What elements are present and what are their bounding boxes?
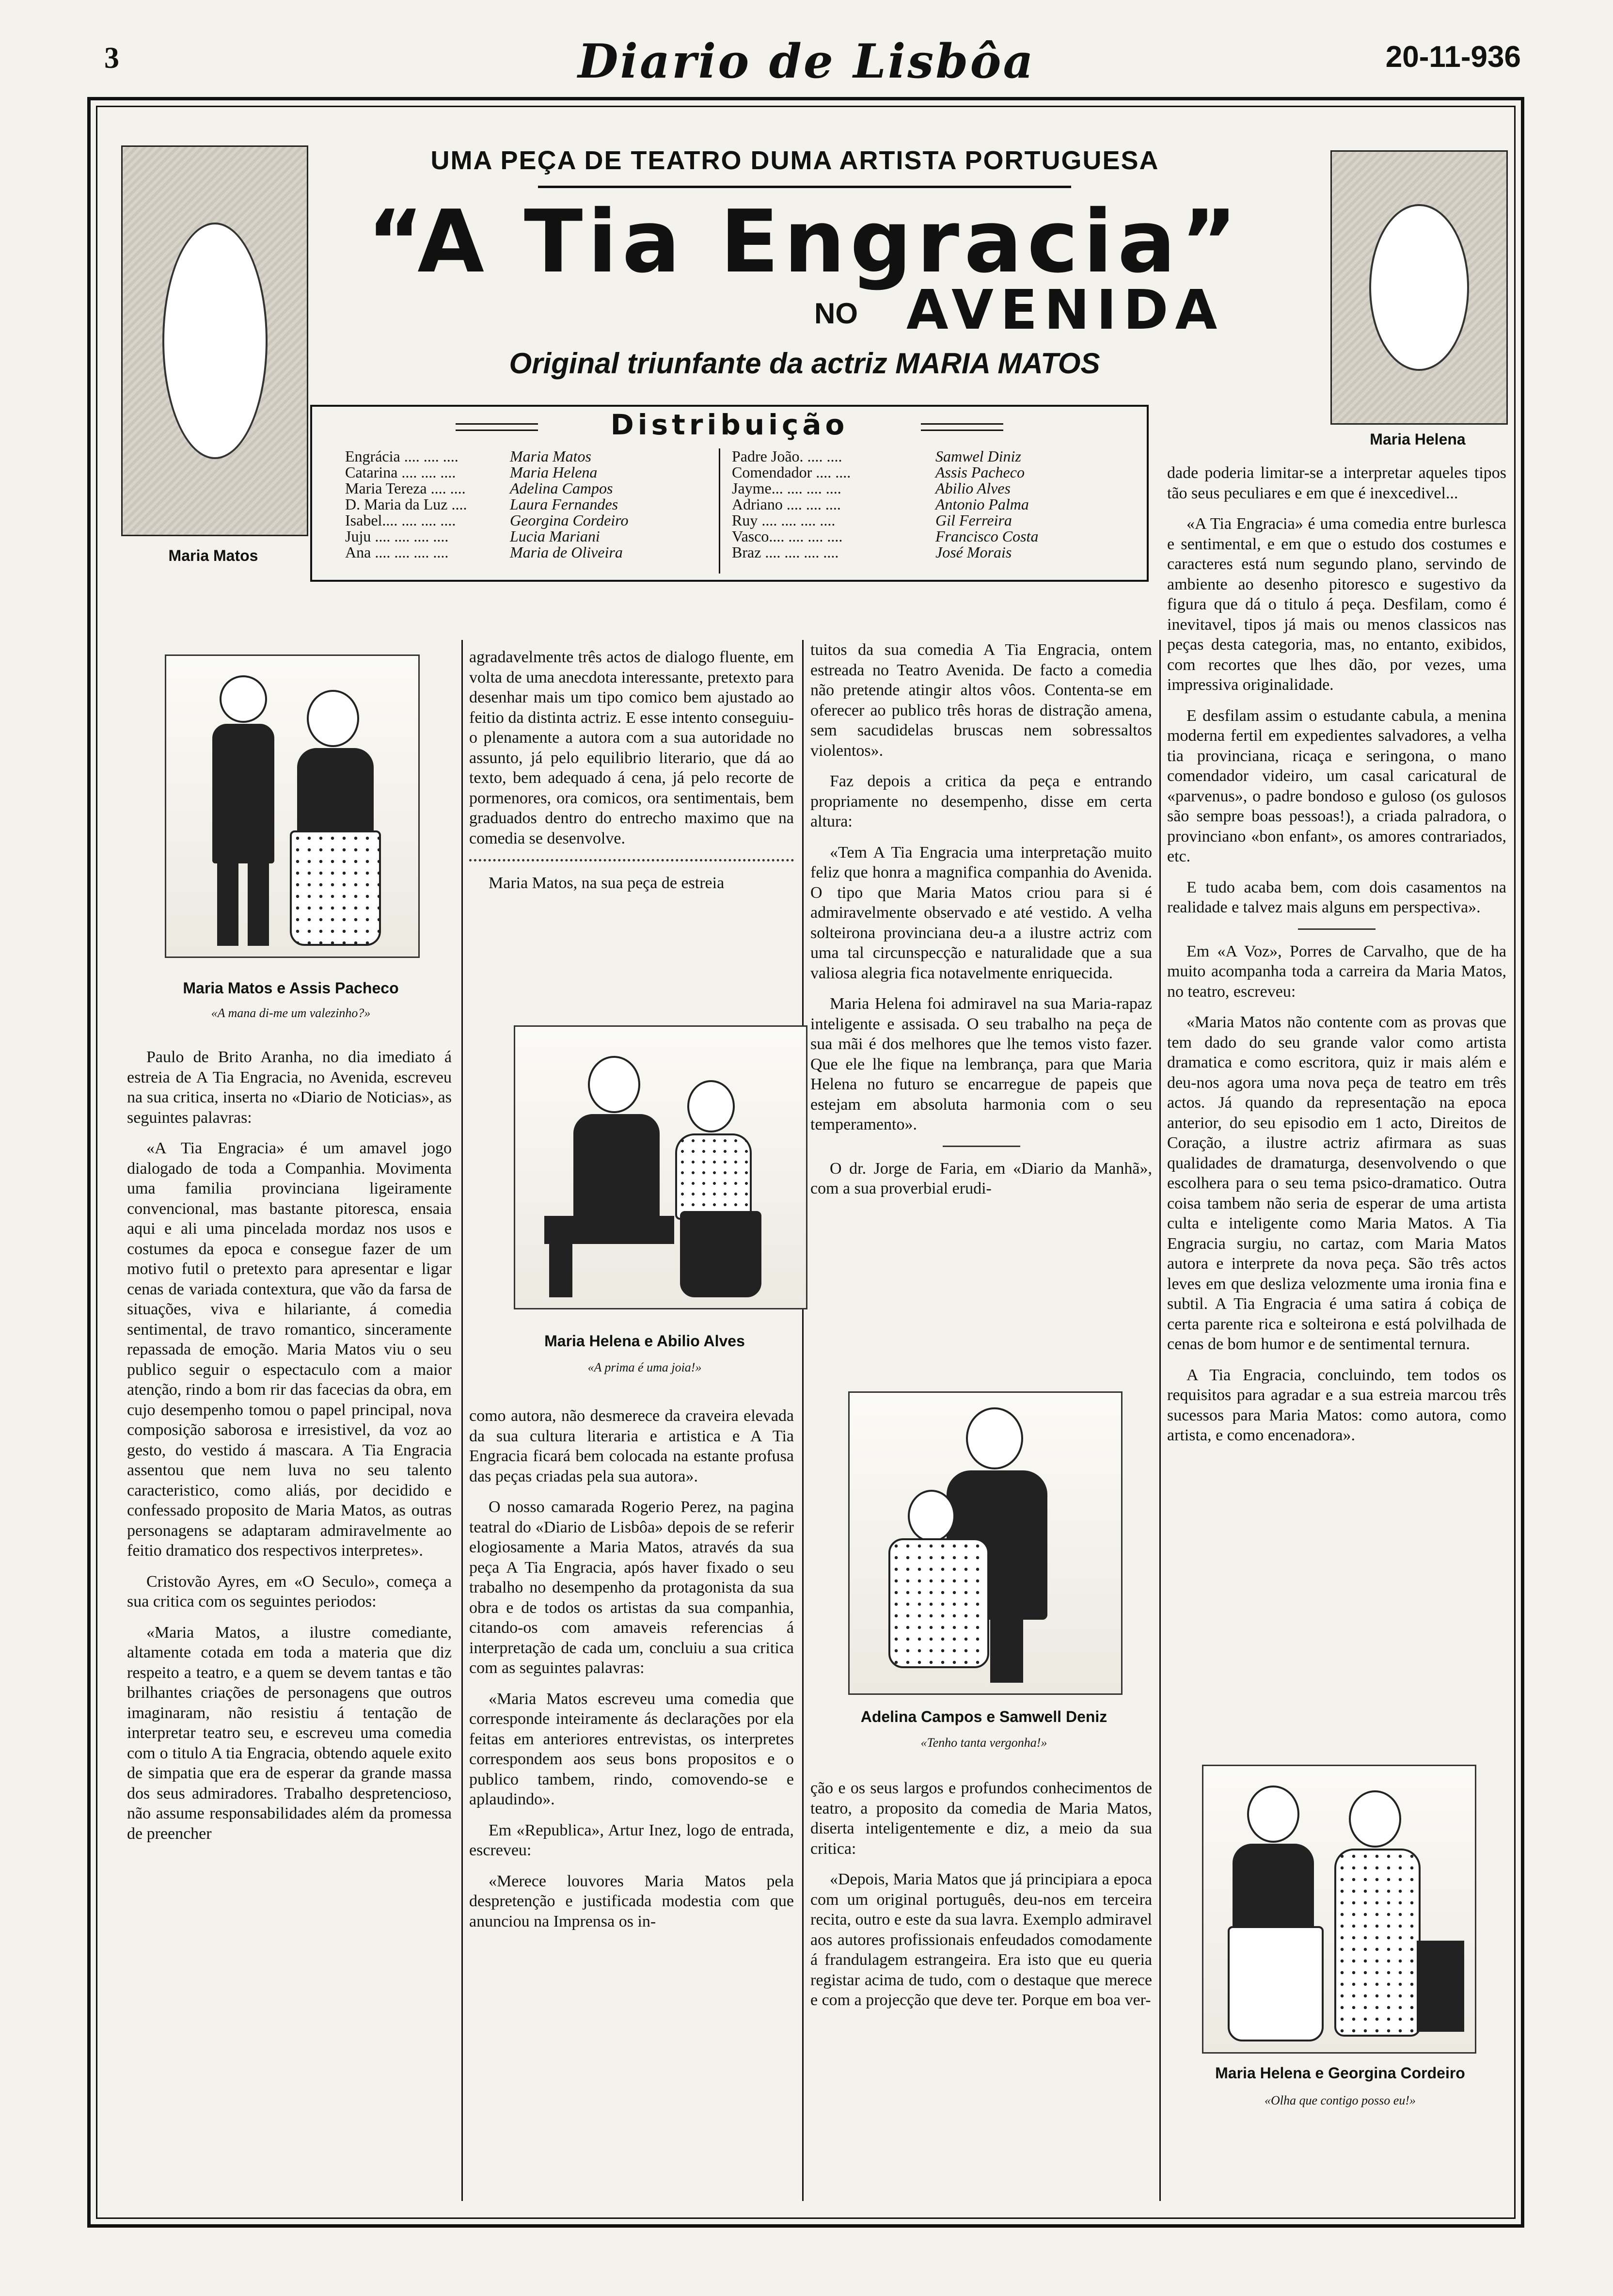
article-paragraph: E desfilam assim o estudante cabula, a menina moderna fertil em expedientes salvadores, a velha tia provinciana, ricaça e seringona, o mano comendador videiro, um casal caricatural de «parvenus», o padre bondoso e guloso (os gulosos são sempre boas pessoas!), a criada palradora, o provinciano «bon enfant», os amores contrariados, etc.: [1167, 706, 1506, 865]
article-column-3-bottom: [810, 1778, 1152, 2021]
article-column-3-top: [810, 640, 1152, 1210]
cast-actor: Samwel Diniz: [935, 447, 1021, 465]
cast-role: Comendador .... ....: [732, 463, 851, 481]
article-paragraph: tuitos da sua comedia A Tia Engracia, ontem estreada no Teatro Avenida. De facto a comedia não pretende atingir altos vôos. Contenta-se em oferecer ao publico três horas de distração amena, sem sacudidelas bruscas nem sobressaltos violentos».: [810, 641, 1152, 760]
cast-role: D. Maria da Luz ....: [345, 495, 467, 513]
cast-row: [345, 496, 628, 512]
cast-role: Juju .... .... .... ....: [345, 527, 449, 545]
article-column-2-top: [469, 647, 794, 904]
section-separator: [1298, 928, 1376, 930]
cast-row: [345, 544, 628, 560]
issue-date: 20-11-936: [1385, 40, 1521, 74]
article-paragraph: O nosso camarada Rogerio Perez, na pagina teatral do «Diario de Lisbôa» depois de se referir elogiosamente a Maria Matos, através da sua peça A Tia Engracia, após haver fixado o seu trabalho no desempenho da protagonista da sua obra e de todos os artistas da sua companhia, citando-os com amaveis referencias á interpretação de cada um, concluiu a sua critica com as seguintes palavras:: [469, 1498, 794, 1677]
article-paragraph: «Merece louvores Maria Matos pela despretenção e justificada modestia com que anunciou na Imprensa os in-: [469, 1872, 794, 1930]
cast-column-divider: [719, 448, 720, 574]
cartoon-quote-3: «Tenho tanta vergonha!»: [920, 1736, 1047, 1750]
subheading: Original triunfante da actriz MARIA MATOS: [509, 347, 1100, 380]
section-separator: [943, 1146, 1020, 1147]
article-paragraph: Faz depois a critica da peça e entrando propriamente no desempenho, disse em certa altura:: [810, 772, 1152, 830]
article-paragraph: Cristovão Ayres, em «O Seculo», começa a sua critica com os seguintes periodos:: [127, 1572, 452, 1610]
cast-actor: Abilio Alves: [935, 479, 1011, 497]
cast-list-left: [345, 448, 628, 560]
cast-title-rule-left: [456, 423, 538, 431]
article-paragraph: «Tem A Tia Engracia uma interpretação muito feliz que honra a magnifica companhia do Avenida. O tipo que Maria Matos criou para si é admiravelmente observado e até vestido. A velha solteirona provinciana deu-a a ilustre actriz com uma tal circunspecção e naturalidade que a sua valiosa alegria fica notavelmente enriquecida.: [810, 843, 1152, 982]
cast-actor: José Morais: [935, 543, 1012, 561]
cast-role: Adriano .... .... ....: [732, 495, 841, 513]
cast-actor: Antonio Palma: [935, 495, 1029, 513]
article-column-1: [127, 1047, 452, 1854]
cast-row: [732, 464, 1038, 480]
kicker-rule: [538, 186, 1071, 188]
cast-row: [345, 512, 628, 528]
portrait-caption-left: Maria Matos: [168, 547, 258, 564]
cast-row: [732, 480, 1038, 496]
cast-actor: Gil Ferreira: [935, 511, 1012, 529]
article-paragraph: «Depois, Maria Matos que já principiara a epoca com um original português, deu-nos em terceira recita, outro e este da sua lavra. Exemplo admiravel aos autores profissionais enfeudados comodamente á frandulagem estrangeira. Era isto que eu queria registar acima de tudo, com o destaque que merece e com a projecção que deve ter. Porque em boa ver-: [810, 1870, 1152, 2009]
article-column-4: [1167, 463, 1506, 1456]
cartoon-caption-3: Adelina Campos e Samwell Deniz: [860, 1708, 1107, 1725]
cartoon-caption-4: Maria Helena e Georgina Cordeiro: [1215, 2064, 1465, 2082]
cartoon-quote-4: «Olha que contigo posso eu!»: [1265, 2093, 1416, 2107]
article-paragraph: «Maria Matos escreveu uma comedia que corresponde inteiramente ás declarações por ela feitas em anteriores entrevistas, os interpretes correspondem aos seus bons propositos e o publico tambem, rindo, comovendo-se e aplaudindo».: [469, 1690, 794, 1808]
article-paragraph: A Tia Engracia, concluindo, tem todos os requisitos para agradar e a sua estreia marcou três sucessos para Maria Matos: como autora, como artista, e como encenadora».: [1167, 1366, 1506, 1444]
cast-row: [345, 480, 628, 496]
section-separator: [469, 859, 794, 861]
cast-role: Ana .... .... .... ....: [345, 543, 449, 561]
headline-at-word: NO: [814, 297, 858, 330]
article-paragraph: «A Tia Engracia» é uma comedia entre burlesca e sentimental, e em que o estudo dos costumes e caracteres está num segundo plano, servindo de ambiente ao desenho pitoresco e sugestivo da figura que dá o titulo á peça. Desfilam, como é inevitavel, tipos já mais ou menos classicos nas peças desta categoria, mas, no entanto, exibidos, com recortes que lhes dão, por vezes, uma impressiva originalidade.: [1167, 515, 1506, 694]
article-paragraph: Maria Matos, na sua peça de estreia: [489, 874, 725, 892]
article-paragraph: ção e os seus largos e profundos conhecimentos de teatro, a proposito da comedia de Maria Matos, diserta inteligentemente e diz, a meio da sua critica:: [810, 1779, 1152, 1858]
article-paragraph: Em «Republica», Artur Inez, logo de entrada, escreveu:: [469, 1821, 794, 1859]
cast-row: [345, 528, 628, 544]
cartoon-illustration-1: [165, 654, 420, 958]
cast-role: Catarina .... .... ....: [345, 463, 456, 481]
cast-role: Padre João. .... ....: [732, 447, 842, 465]
cast-title: Distribuição: [610, 408, 849, 441]
cartoon-illustration-4: [1202, 1765, 1476, 2054]
cast-role: Vasco.... .... .... ....: [732, 527, 843, 545]
page-number: 3: [104, 42, 119, 75]
newspaper-title: Diario de Lisbôa: [578, 34, 1035, 89]
article-paragraph: dade poderia limitar-se a interpretar aqueles tipos tão seus peculiares e em que é inexcedivel...: [1167, 464, 1506, 502]
cast-actor: Laura Fernandes: [510, 495, 618, 513]
cast-list-right: [732, 448, 1038, 560]
article-paragraph: «A Tia Engracia» é um amavel jogo dialogado de toda a Companhia. Movimenta uma familia provinciana ligeiramente convencional, mas bastante pitoresca, ensaia aqui e ali uma pincelada mordaz nos usos e costumes da epoca e consegue fazer de um motivo futil o pretexto para apresentar e ligar cenas de variada contextura, que vão da farsa de situações, viva e hilariante, á comedia sentimental, de travo romantico, sinceramente repassada de emoção. Maria Matos viu o seu publico seguir o espectaculo com a maior atenção, rindo a bom rir das facecias da obra, em cujo desempenho tomou o papel principal, nova composição saborosa e irresistivel, da voz ao gesto, do vestido á mascara. A Tia Engracia assentou que nem luva no seu talento caracteristico, como aliás, por decidido e confessado proposito de Maria Matos, as outras personagens se adaptaram admiravelmente ao feitio dramatico dos respectivos interpretes».: [127, 1139, 452, 1560]
cartoon-caption-1: Maria Matos e Assis Pacheco: [183, 979, 399, 997]
cast-actor: Maria Matos: [510, 447, 591, 465]
cast-row: [732, 528, 1038, 544]
cast-row: [345, 464, 628, 480]
article-paragraph: E tudo acaba bem, com dois casamentos na realidade e talvez mais alguns em perspectiva».: [1167, 878, 1506, 916]
cast-row: [345, 448, 628, 464]
cast-actor: Maria Helena: [510, 463, 598, 481]
cast-role: Ruy .... .... .... ....: [732, 511, 836, 529]
article-paragraph: agradavelmente três actos de dialogo fluente, em volta de uma anecdota interessante, pretexto para desenhar mais um tipo comico bem ajustado ao feitio da distinta actriz. E esse intento conseguiu-o plenamente a autora com a sua autoridade no assunto, já pelo equilibrio literario, que dá ao texto, bem adequado á cena, já pelo recorte de pormenores, ora comicos, ora sentimentais, bem graduados dentro do entrecho maximo que na comedia se desenvolve.: [469, 648, 794, 847]
cast-actor: Maria de Oliveira: [510, 543, 623, 561]
cartoon-illustration-2: [514, 1025, 807, 1309]
cast-role: Engrácia .... .... ....: [345, 447, 459, 465]
column-rule: [1159, 640, 1161, 2201]
cast-role: Braz .... .... .... ....: [732, 543, 839, 561]
cast-actor: Lucia Mariani: [510, 527, 600, 545]
headline-venue: AVENIDA: [906, 279, 1224, 342]
portrait-caption-right: Maria Helena: [1370, 430, 1466, 448]
portrait-photo-right: [1330, 150, 1508, 425]
cast-actor: Assis Pacheco: [935, 463, 1025, 481]
cast-row: [732, 496, 1038, 512]
cast-role: Isabel.... .... .... ....: [345, 511, 456, 529]
cast-row: [732, 544, 1038, 560]
cartoon-quote-1: «A mana di-me um valezinho?»: [211, 1006, 371, 1020]
kicker-heading: UMA PEÇA DE TEATRO DUMA ARTISTA PORTUGUESA: [430, 146, 1159, 175]
article-paragraph: Paulo de Brito Aranha, no dia imediato á estreia de A Tia Engracia, no Avenida, escreveu na sua critica, inserta no «Diario de Noticias», as seguintes palavras:: [127, 1048, 452, 1127]
cast-role: Jayme... .... .... ....: [732, 479, 841, 497]
cast-role: Maria Tereza .... ....: [345, 479, 466, 497]
article-paragraph: «Maria Matos não contente com as provas que tem dado do seu grande valor como artista dramatica e como escritora, quiz ir mais além e deu-nos agora uma nova peça de teatro em três actos. Já quando da representação na epoca anterior, do seu episodio em 1 acto, Direitos de Coração, a ilustre actriz afirmara as suas qualidades de dramaturga, desenvolvendo o que escolhera para o seu tema psico-dramatico. Outra coisa tambem não seria de esperar de uma artista culta e inteligente como Maria Matos. A Tia Engracia surgiu, no cartaz, com Maria Matos autora e interprete da nova peça. São três actos leves em que desliza velozmente uma ironia fina e subtil. A Tia Engracia é uma satira á cobiça de certa parente rica e solteirona e está polvilhada de cenas de bom humor e de sentimental ternura.: [1167, 1013, 1506, 1353]
column-rule: [461, 640, 463, 2201]
article-paragraph: como autora, não desmerece da craveira elevada da sua cultura literaria e artistica e A Tia Engracia ficará bem colocada na estante profusa das peças criadas pela sua autora».: [469, 1407, 794, 1485]
cast-actor: Adelina Campos: [510, 479, 613, 497]
article-column-2-bottom: [469, 1406, 794, 1942]
column-rule: [802, 640, 804, 2201]
headline: “A Tia Engracia”: [367, 191, 1242, 292]
article-paragraph: Em «A Voz», Porres de Carvalho, que de ha muito acompanha toda a carreira da Maria Matos, no teatro, escreveu:: [1167, 942, 1506, 1001]
cartoon-caption-2: Maria Helena e Abilio Alves: [544, 1332, 745, 1350]
cast-title-rule-right: [921, 423, 1003, 431]
article-paragraph: O dr. Jorge de Faria, em «Diario da Manhã», com a sua proverbial erudi-: [810, 1159, 1152, 1197]
cartoon-quote-2: «A prima é uma joia!»: [587, 1360, 702, 1374]
cast-row: [732, 448, 1038, 464]
cast-actor: Georgina Cordeiro: [510, 511, 629, 529]
cast-actor: Francisco Costa: [935, 527, 1039, 545]
cartoon-illustration-3: [848, 1391, 1123, 1695]
article-paragraph: Maria Helena foi admiravel na sua Maria-rapaz inteligente e assisada. O seu trabalho na peça de sua mãi é dos melhores que lhe temos visto fazer. Que ele lhe fique na lembrança, para que Maria Helena no futuro se encarregue de papeis que estejam em absoluta harmonia com o seu temperamento».: [810, 995, 1152, 1133]
article-paragraph: «Maria Matos, a ilustre comediante, altamente cotada em toda a materia que diz respeito a teatro, e a quem se devem tantas e tão brilhantes criações de personagens que outros imaginaram, não resistiu á tentação de interpretar teatro seu, e escreveu uma comedia com o titulo A tia Engracia, obtendo aquele exito de simpatia que era de esperar da grande massa dos seus admiradores. Trabalho despretencioso, não assume responsabilidades além da promessa de preencher: [127, 1623, 452, 1843]
cast-row: [732, 512, 1038, 528]
